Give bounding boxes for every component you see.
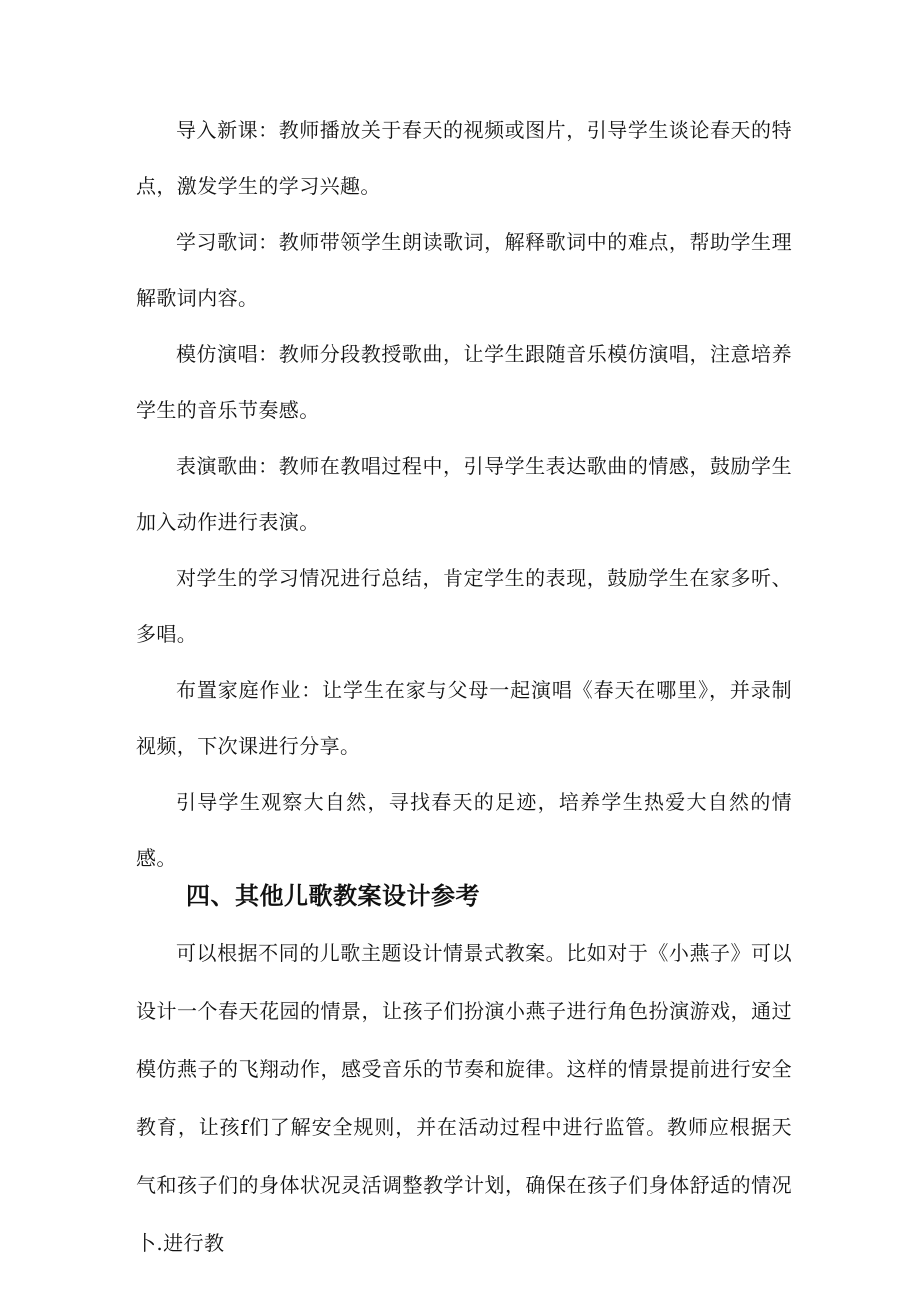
paragraph-other-songs: 可以根据不同的儿歌主题设计情景式教案。比如对于《小燕子》可以设计一个春天花园的情景，让孩子们扮演小燕子进行角色扮演游戏，通过模仿燕子的飞翔动作，感受音乐的节奏和旋律。这样的情景提前进行安全教育，让孩f们了解安全规则，并在活动过程中进行监管。教师应根据天气和孩子们的身体状况灵活调整教学计划，确保在孩子们身体舒适的情况卜.进行教 (136, 941, 792, 1255)
paragraph-imitate-singing: 模仿演唱：教师分段教授歌曲，让学生跟随音乐模仿演唱，注意培养学生的音乐节奏感。 (136, 342, 792, 422)
paragraph-observe-nature: 引导学生观察大自然，寻找春天的足迹，培养学生热爱大自然的情感。 (136, 790, 792, 870)
paragraph-introduction: 导入新课：教师播放关于春天的视频或图片，引导学生谈论春天的特点，激发学生的学习兴趣。 (136, 118, 792, 198)
paragraph-learn-lyrics: 学习歌词：教师带领学生朗读歌词，解释歌词中的难点，帮助学生理解歌词内容。 (136, 230, 792, 310)
paragraph-perform-song: 表演歌曲：教师在教唱过程中，引导学生表达歌曲的情感，鼓励学生加入动作进行表演。 (136, 454, 792, 534)
section-heading: 四、其他儿歌教案设计参考 (186, 881, 480, 910)
paragraph-summary: 对学生的学习情况进行总结，肯定学生的表现，鼓励学生在家多听、多唱。 (136, 566, 792, 646)
paragraph-homework: 布置家庭作业：让学生在家与父母一起演唱《春天在哪里》，并录制视频，下次课进行分享。 (136, 678, 792, 758)
